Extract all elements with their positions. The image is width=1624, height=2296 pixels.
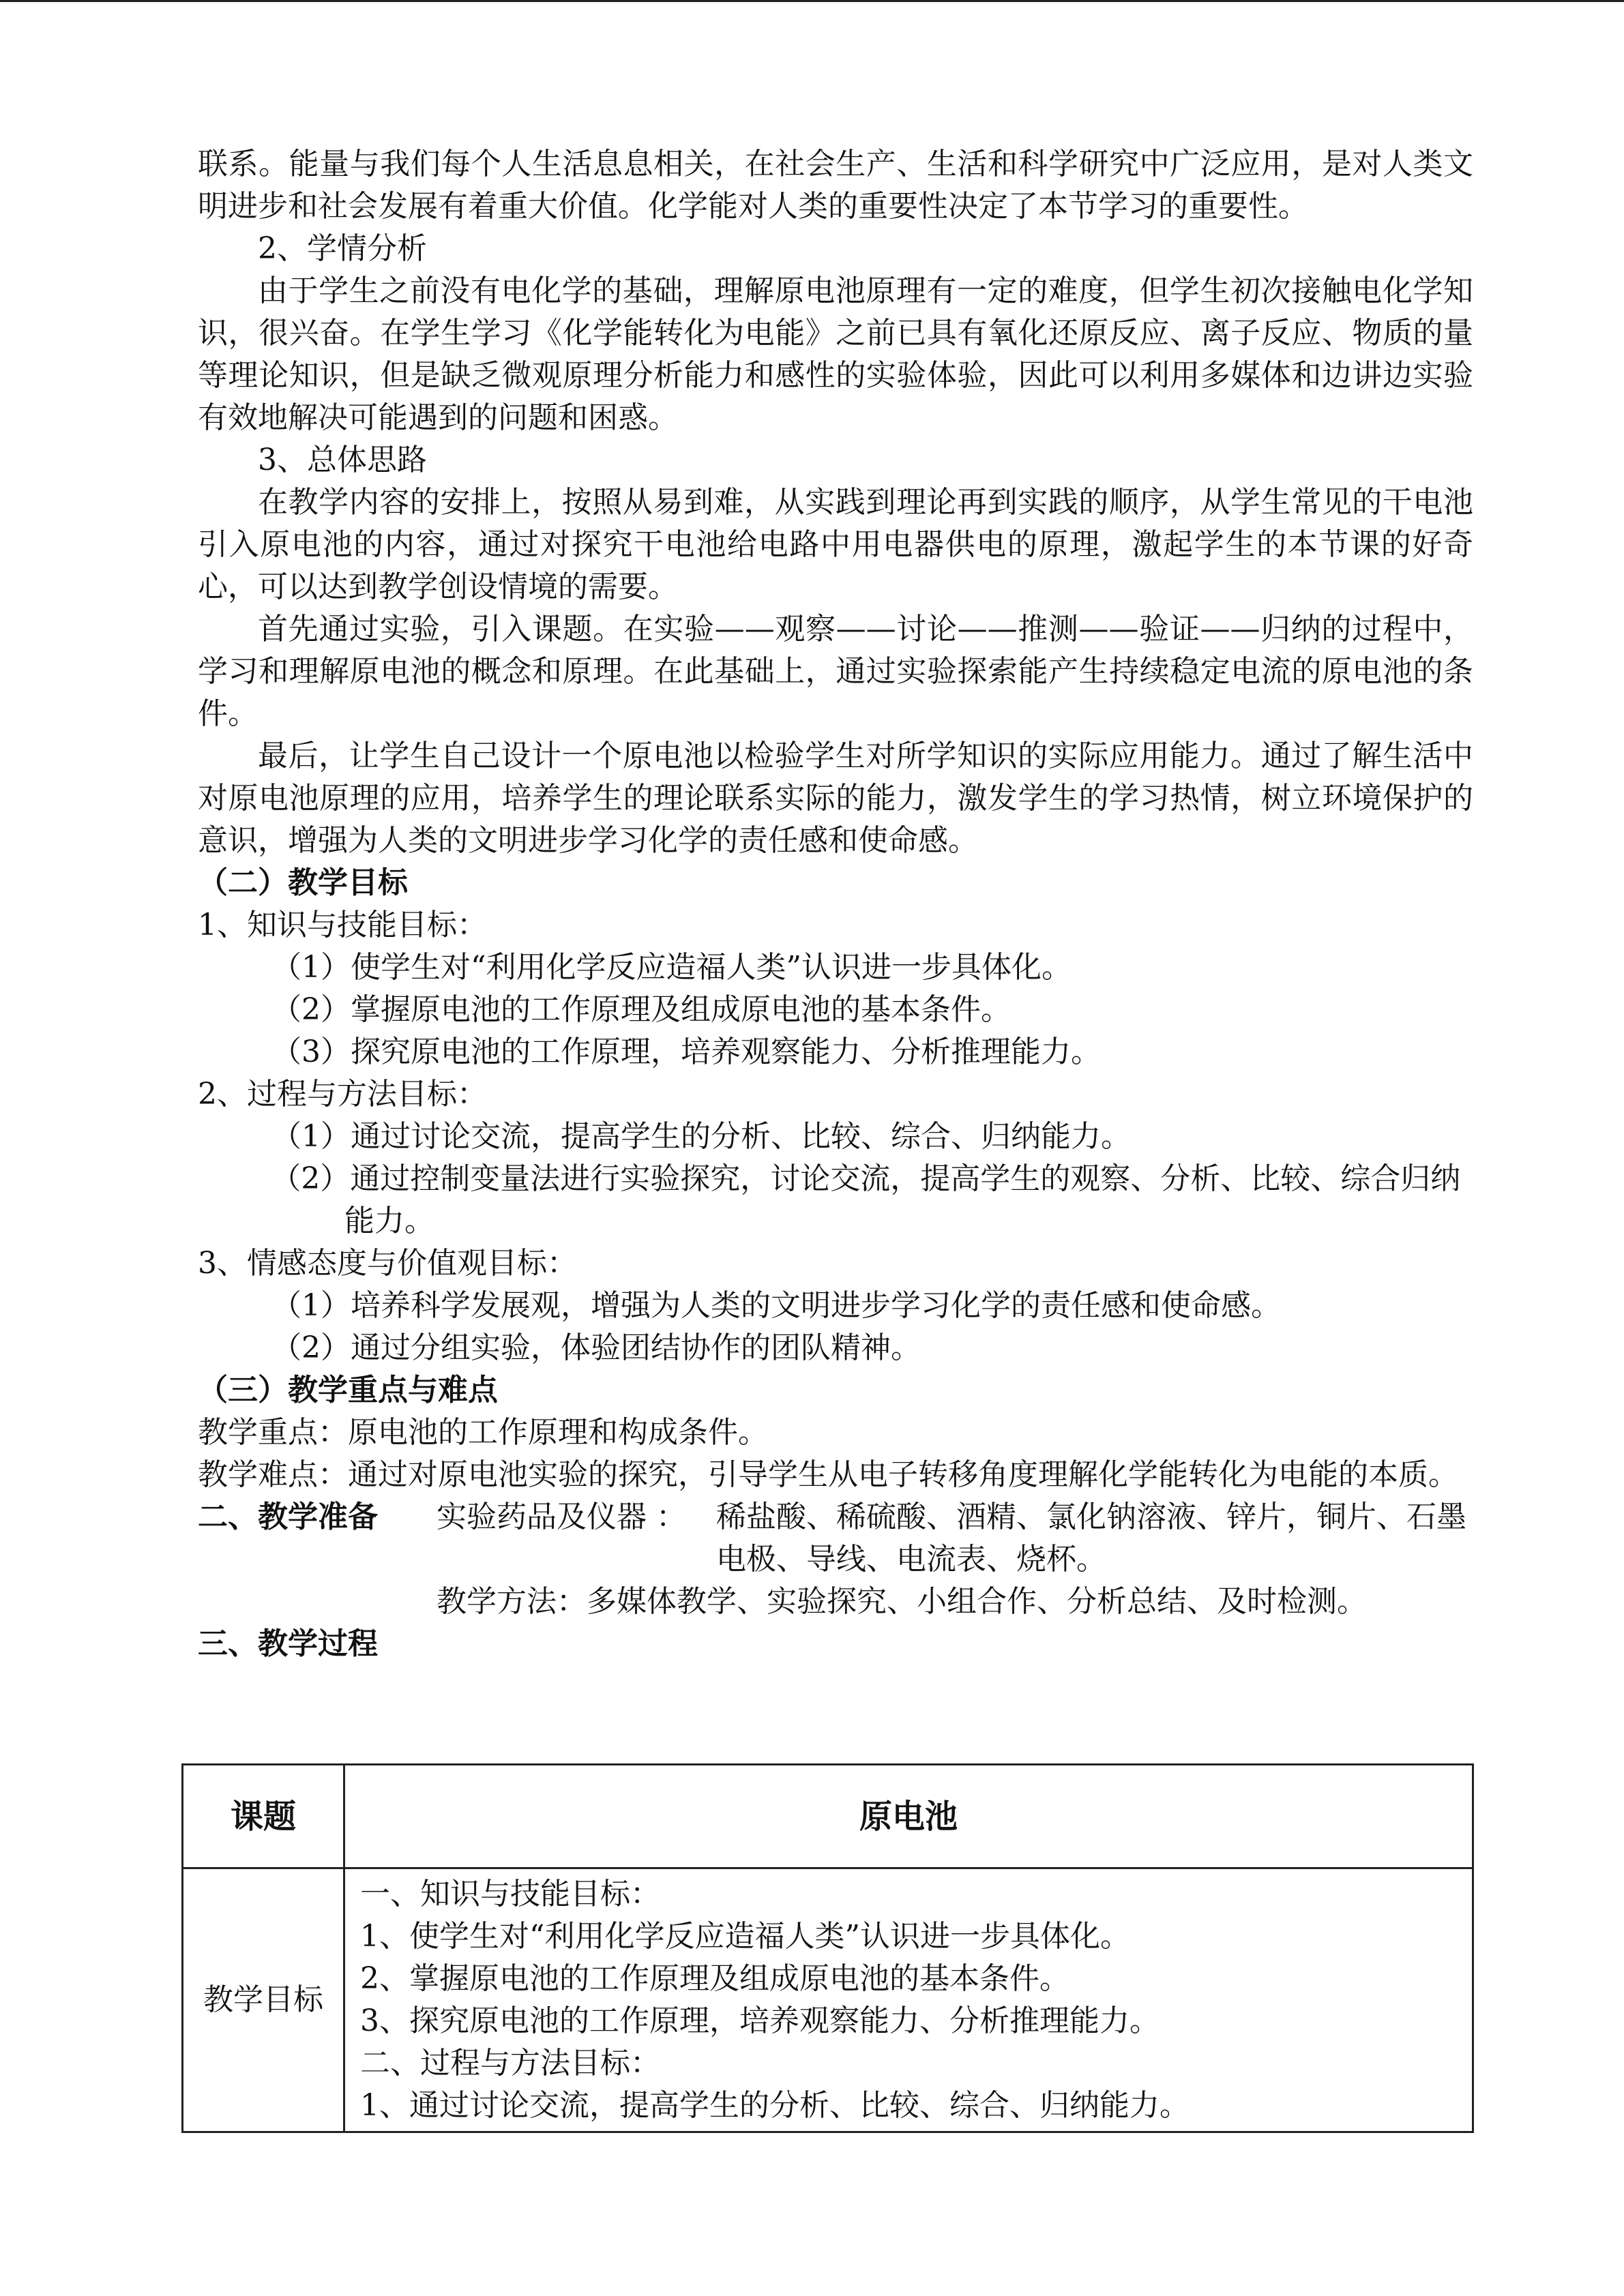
table-goal-line: 3、探究原电池的工作原理，培养观察能力、分析推理能力。 (360, 2003, 1160, 2038)
learner-analysis-paragraph: 由于学生之前没有电化学的基础，理解原电池原理有一定的难度，但学生初次接触电化学知识，很兴奋。在学生学习《化学能转化为电能》之前已具有氧化还原反应、离子反应、物质的量等理论知识，但是缺乏微观原理分析能力和感性的实验体验，因此可以利用多媒体和边讲边实验有效地解决可能遇到的问题和困惑。 (198, 273, 1473, 435)
goal-group-attitude-title: 3、情感态度与价值观目标： (198, 1246, 577, 1281)
table-goal-line: 一、知识与技能目标： (360, 1877, 660, 1911)
table-goal-line: 二、过程与方法目标： (360, 2046, 660, 2081)
section-title-learner-analysis: 2、学情分析 (258, 231, 427, 266)
table-goal-line: 1、使学生对“利用化学反应造福人类”认识进一步具体化。 (360, 1919, 1130, 1954)
prep-materials-label: 实验药品及仪器 ： (437, 1500, 686, 1534)
goal-knowledge-item-3: （3）探究原电池的工作原理，培养观察能力、分析推理能力。 (271, 1034, 1101, 1069)
heading-teaching-prep: 二、教学准备 (198, 1500, 378, 1534)
approach-paragraph-2: 首先通过实验，引入课题。在实验——观察——讨论——推测——验证——归纳的过程中，学习和理解原电池的概念和原理。在此基础上，通过实验探索能产生持续稳定电流的原电池的条件。 (198, 612, 1473, 731)
prep-materials-row (198, 1496, 1473, 1581)
table-goal-line: 2、掌握原电池的工作原理及组成原电池的基本条件。 (360, 1961, 1069, 1996)
approach-paragraph-1: 在教学内容的安排上，按照从易到难，从实践到理论再到实践的顺序，从学生常见的干电池引入原电池的内容，通过对探究干电池给电路中用电器供电的原理，激起学生的本节课的好奇心，可以达到教学创设情境的需要。 (198, 485, 1473, 604)
goal-content-cell (344, 1868, 1473, 2132)
topic-value-cell: 原电池 (344, 1765, 1473, 1868)
section-title-overall-approach: 3、总体思路 (258, 443, 427, 477)
table-goal-line: 1、通过讨论交流，提高学生的分析、比较、综合、归纳能力。 (360, 2088, 1190, 2123)
prep-materials-value: 稀盐酸、稀硫酸、酒精、氯化钠溶液、锌片，铜片、石墨电极、导线、电流表、烧杯。 (716, 1500, 1466, 1577)
goal-knowledge-item-2: （2）掌握原电池的工作原理及组成原电池的基本条件。 (271, 992, 1011, 1027)
page-top-border (0, 0, 1624, 2)
table-row-goals (183, 1868, 1473, 2132)
intro-paragraph: 联系。能量与我们每个人生活息息相关，在社会生产、生活和科学研究中广泛应用，是对人类文明进步和社会发展有着重大价值。化学能对人类的重要性决定了本节学习的重要性。 (198, 147, 1473, 224)
goal-attitude-item-1: （1）培养科学发展观，增强为人类的文明进步学习化学的责任感和使命感。 (271, 1288, 1281, 1323)
goal-process-item-2: （2）通过控制变量法进行实验探究，讨论交流，提高学生的观察、分析、比较、综合归纳能力。 (271, 1161, 1461, 1238)
goal-label-cell: 教学目标 (183, 1868, 344, 2132)
goal-group-process-title: 2、过程与方法目标： (198, 1077, 487, 1112)
topic-label-cell: 课题 (183, 1765, 344, 1868)
table-row-topic (183, 1765, 1473, 1868)
document-page (198, 143, 1473, 1665)
prep-methods-line: 教学方法：多媒体教学、实验探究、小组合作、分析总结、及时检测。 (437, 1584, 1367, 1619)
lesson-table (181, 1763, 1474, 2133)
heading-teaching-goals: （二）教学目标 (198, 865, 408, 900)
key-point-line: 教学重点：原电池的工作原理和构成条件。 (198, 1415, 768, 1450)
approach-paragraph-3: 最后，让学生自己设计一个原电池以检验学生对所学知识的实际应用能力。通过了解生活中对原电池原理的应用，培养学生的理论联系实际的能力，激发学生的学习热情，树立环境保护的意识，增强为人类的文明进步学习化学的责任感和使命感。 (198, 739, 1473, 858)
heading-teaching-process: 三、教学过程 (198, 1626, 378, 1661)
goal-process-item-1: （1）通过讨论交流，提高学生的分析、比较、综合、归纳能力。 (271, 1119, 1131, 1154)
prep-methods-row (198, 1581, 1473, 1623)
goal-attitude-item-2: （2）通过分组实验，体验团结协作的团队精神。 (271, 1330, 921, 1365)
heading-key-points: （三）教学重点与难点 (198, 1373, 498, 1407)
goal-group-knowledge-title: 1、知识与技能目标： (198, 908, 487, 942)
goal-knowledge-item-1: （1）使学生对“利用化学反应造福人类”认识进一步具体化。 (271, 950, 1072, 985)
difficulty-line: 教学难点：通过对原电池实验的探究，引导学生从电子转移角度理解化学能转化为电能的本质。 (198, 1457, 1458, 1492)
